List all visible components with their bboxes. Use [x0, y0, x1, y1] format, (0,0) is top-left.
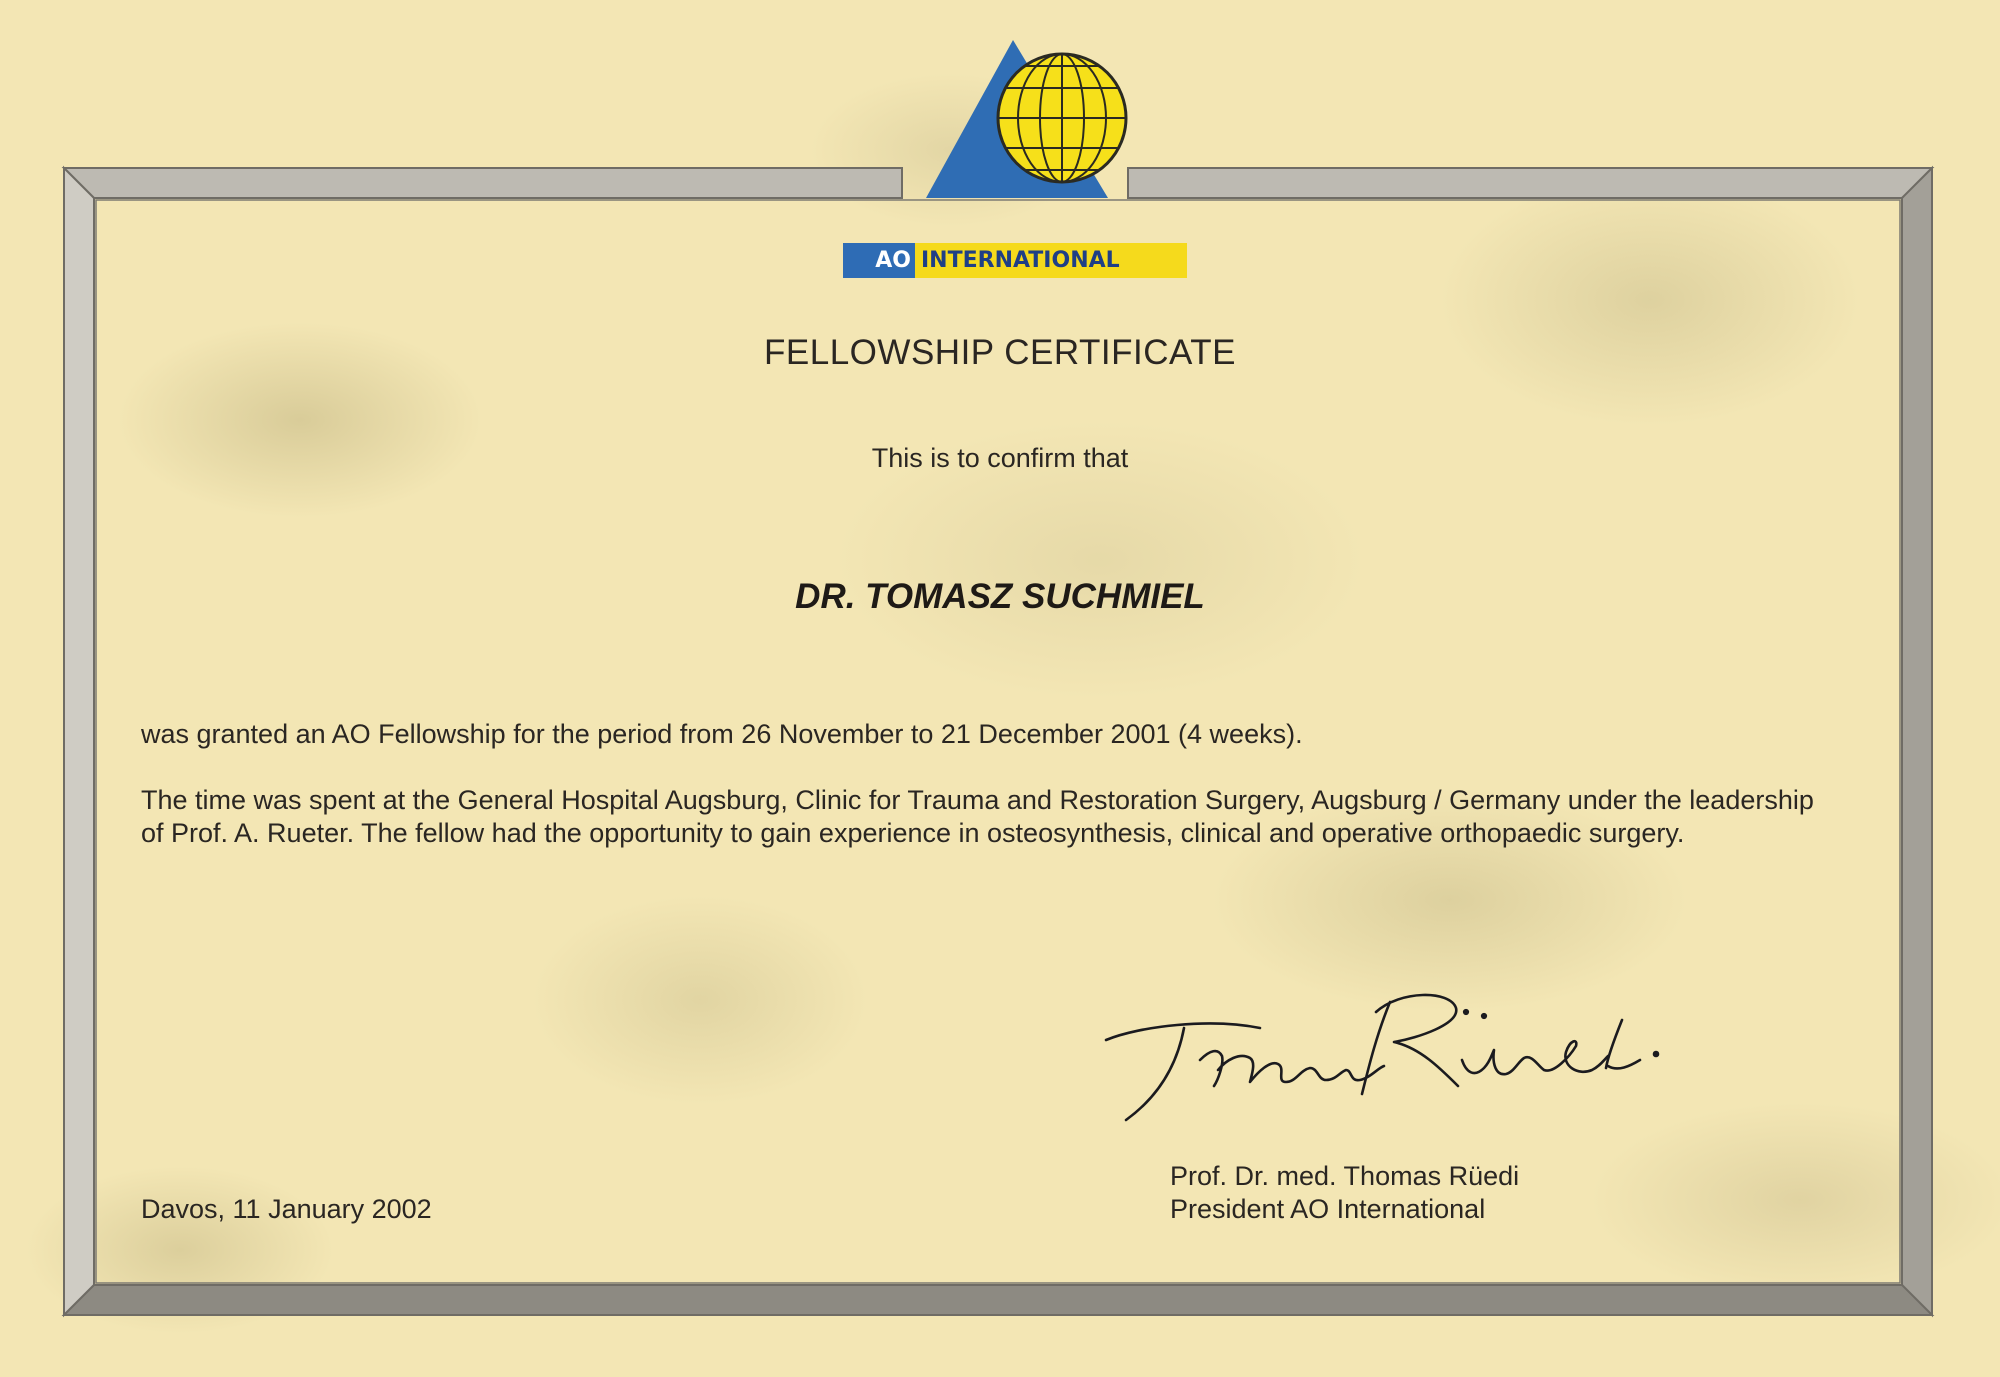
signer-block: [1170, 1160, 1519, 1226]
fellowship-period-text: was granted an AO Fellowship for the period from 26 November to 21 December 2001 (4 weeks).: [141, 719, 1303, 749]
globe-in-triangle-icon: [918, 38, 1138, 206]
ao-international-wordmark: [843, 243, 1187, 278]
wordmark-international: INTERNATIONAL: [915, 243, 1187, 278]
place-and-date: Davos, 11 January 2002: [141, 1194, 432, 1224]
fellowship-details-text: The time was spent at the General Hospital Augsburg, Clinic for Trauma and Restoration Surgery, Augsburg / Germany under the leadership of Prof. A. Rueter. The fellow had the opportunity to gain experience in osteosynthesis, clinical and operative orthopaedic surgery.: [141, 785, 1814, 848]
wordmark-ao: AO: [843, 243, 915, 278]
recipient-name: DR. TOMASZ SUCHMIEL: [795, 577, 1205, 616]
confirm-line: This is to confirm that: [871, 443, 1129, 473]
signature-image: [1100, 990, 1750, 1130]
signer-name: Prof. Dr. med. Thomas Rüedi: [1170, 1161, 1520, 1191]
certificate-title: FELLOWSHIP CERTIFICATE: [764, 333, 1236, 372]
signer-title: President AO International: [1170, 1194, 1486, 1224]
